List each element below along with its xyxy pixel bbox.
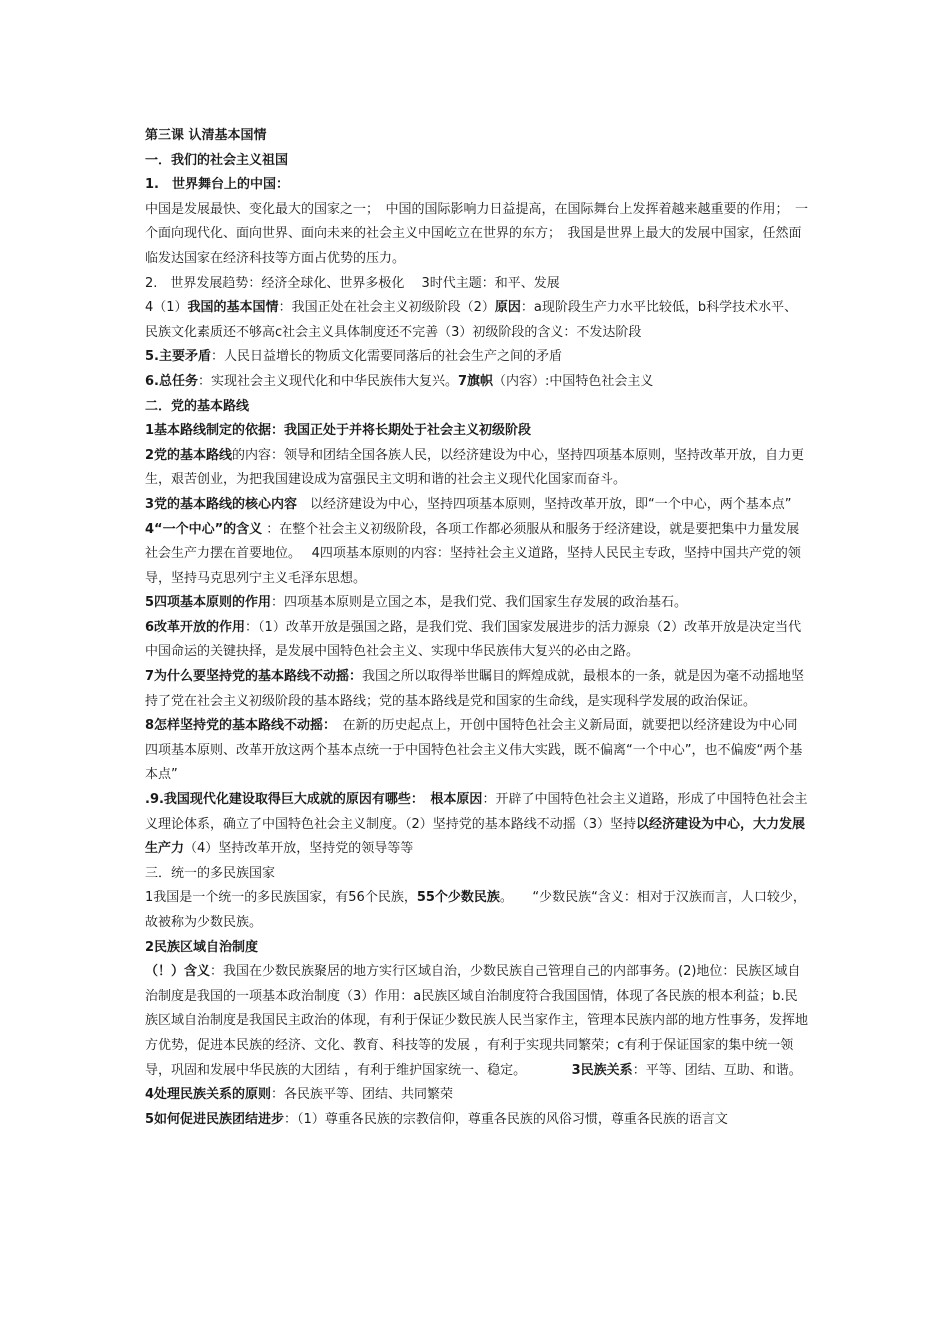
paragraph: 5如何促进民族团结进步：（1）尊重各民族的宗教信仰，尊重各民族的风俗习惯，尊重各民族的语言文: [145, 1111, 728, 1127]
paragraph: 7为什么要坚持党的基本路线不动摇：我国之所以取得举世瞩目的辉煌成就，最根本的一条，就是因为毫不动摇地坚持了党在社会主义初级阶段的基本路线；党的基本路线是党和国家的生命线，是实现科学发展的政治保证。: [145, 669, 805, 709]
paragraph: 4“一个中心”的含义 ：在整个社会主义初级阶段，各项工作都必须服从和服务于经济建设，就是要把集中力量发展社会生产力摆在首要地位。 4四项基本原则的内容：坚持社会主义道路，坚持人民民主专政，坚持中国共产党的领导，坚持马克思列宁主义毛泽东思想。: [145, 521, 801, 586]
paragraph: .9.我国现代化建设取得巨大成就的原因有哪些： 根本原因：开辟了中国特色社会主义道路，形成了中国特色社会主义理论体系，确立了中国特色社会主义制度。（2）坚持党的基本路线不动摇（3）坚持以经济建设为中心，大力发展生产力（4）坚持改革开放，坚持党的领导等等: [145, 792, 808, 857]
page-title: 第三课 认清基本国情: [145, 128, 267, 143]
document-body: [145, 124, 810, 1132]
paragraph: 2民族区域自治制度: [145, 939, 259, 955]
paragraph: 6改革开放的作用：（1）改革开放是强国之路，是我们党、我们国家发展进步的活力源泉（2）改革开放是决定当代中国命运的关键抉择，是发展中国特色社会主义、实现中华民族伟大复兴的必由之路。: [145, 619, 802, 660]
paragraph: 8怎样坚持党的基本路线不动摇： 在新的历史起点上，开创中国特色社会主义新局面，就要把以经济建设为中心同四项基本原则、改革开放这两个基本点统一于中国特色社会主义伟大实践，既不偏离“一个中心”，也不偏废“两个基本点”: [145, 718, 803, 783]
paragraph: （！）含义：我国在少数民族聚居的地方实行区域自治，少数民族自己管理自己的内部事务。(2)地位：民族区域自治制度是我国的一项基本政治制度（3）作用：a民族区域自治制度符合我国国情，体现了各民族的根本利益；b.民族区域自治制度是我国民主政治的体现，有利于保证少数民族人民当家作主，管理本民族内部的地方性事务，发挥地方优势，促进本民族的经济、文化、教育、科技等的发展 ，有利于实现共同繁荣；c有利于保证国家的集中统一领导，巩固和发展中华民族的大团结 ，有利于维护国家统一、稳定。 3民族关系：平等、团结、互助、和谐。4处理民族关系的原则：各民族平等、团结、共同繁荣: [145, 964, 809, 1103]
paragraph: 中国是发展最快、变化最大的国家之一； 中国的国际影响力日益提高，在国际舞台上发挥着越来越重要的作用； 一个面向现代化、面向世界、面向未来的社会主义中国屹立在世界的东方； 我国是世界上最大的发展中国家，任然面临发达国家在经济科技等方面占优势的压力。: [145, 201, 809, 266]
section-1-heading: 一．我们的社会主义祖国: [145, 152, 289, 168]
section-2-heading: 二．党的基本路线: [145, 398, 250, 414]
paragraph: 3党的基本路线的核心内容 以经济建设为中心，坚持四项基本原则，坚持改革开放，即“一个中心，两个基本点”: [145, 496, 792, 512]
paragraph: 6.总任务：实现社会主义现代化和中华民族伟大复兴。7旗帜（内容）:中国特色社会主义: [145, 373, 654, 389]
paragraph: 1基本路线制定的依据：我国正处于并将长期处于社会主义初级阶段: [145, 423, 532, 439]
section-3-heading: 三．统一的多民族国家: [145, 865, 276, 881]
paragraph: 2党的基本路线的内容：领导和团结全国各族人民，以经济建设为中心，坚持四项基本原则，坚持改革开放，自力更生，艰苦创业，为把我国建设成为富强民主文明和谐的社会主义现代化国家而奋斗。: [145, 447, 805, 488]
paragraph: 5四项基本原则的作用：四项基本原则是立国之本，是我们党、我们国家生存发展的政治基石。: [145, 595, 688, 611]
paragraph: 5.主要矛盾：人民日益增长的物质文化需要同落后的社会生产之间的矛盾: [145, 349, 562, 365]
paragraph: 1我国是一个统一的多民族国家，有56个民族，55个少数民族。 “少数民族“含义：相对于汉族而言，人口较少，故被称为少数民族。: [145, 890, 806, 930]
paragraph: 2. 世界发展趋势：经济全球化、世界多极化 3时代主题：和平、发展: [145, 275, 560, 291]
paragraph: 1. 世界舞台上的中国：: [145, 177, 289, 193]
paragraph: 4（1）我国的基本国情：我国正处在社会主义初级阶段（2）原因：a现阶段生产力水平比较低，b科学技术水平、民族文化素质还不够高c社会主义具体制度还不完善（3）初级阶段的含义：不发达阶段: [145, 300, 798, 340]
